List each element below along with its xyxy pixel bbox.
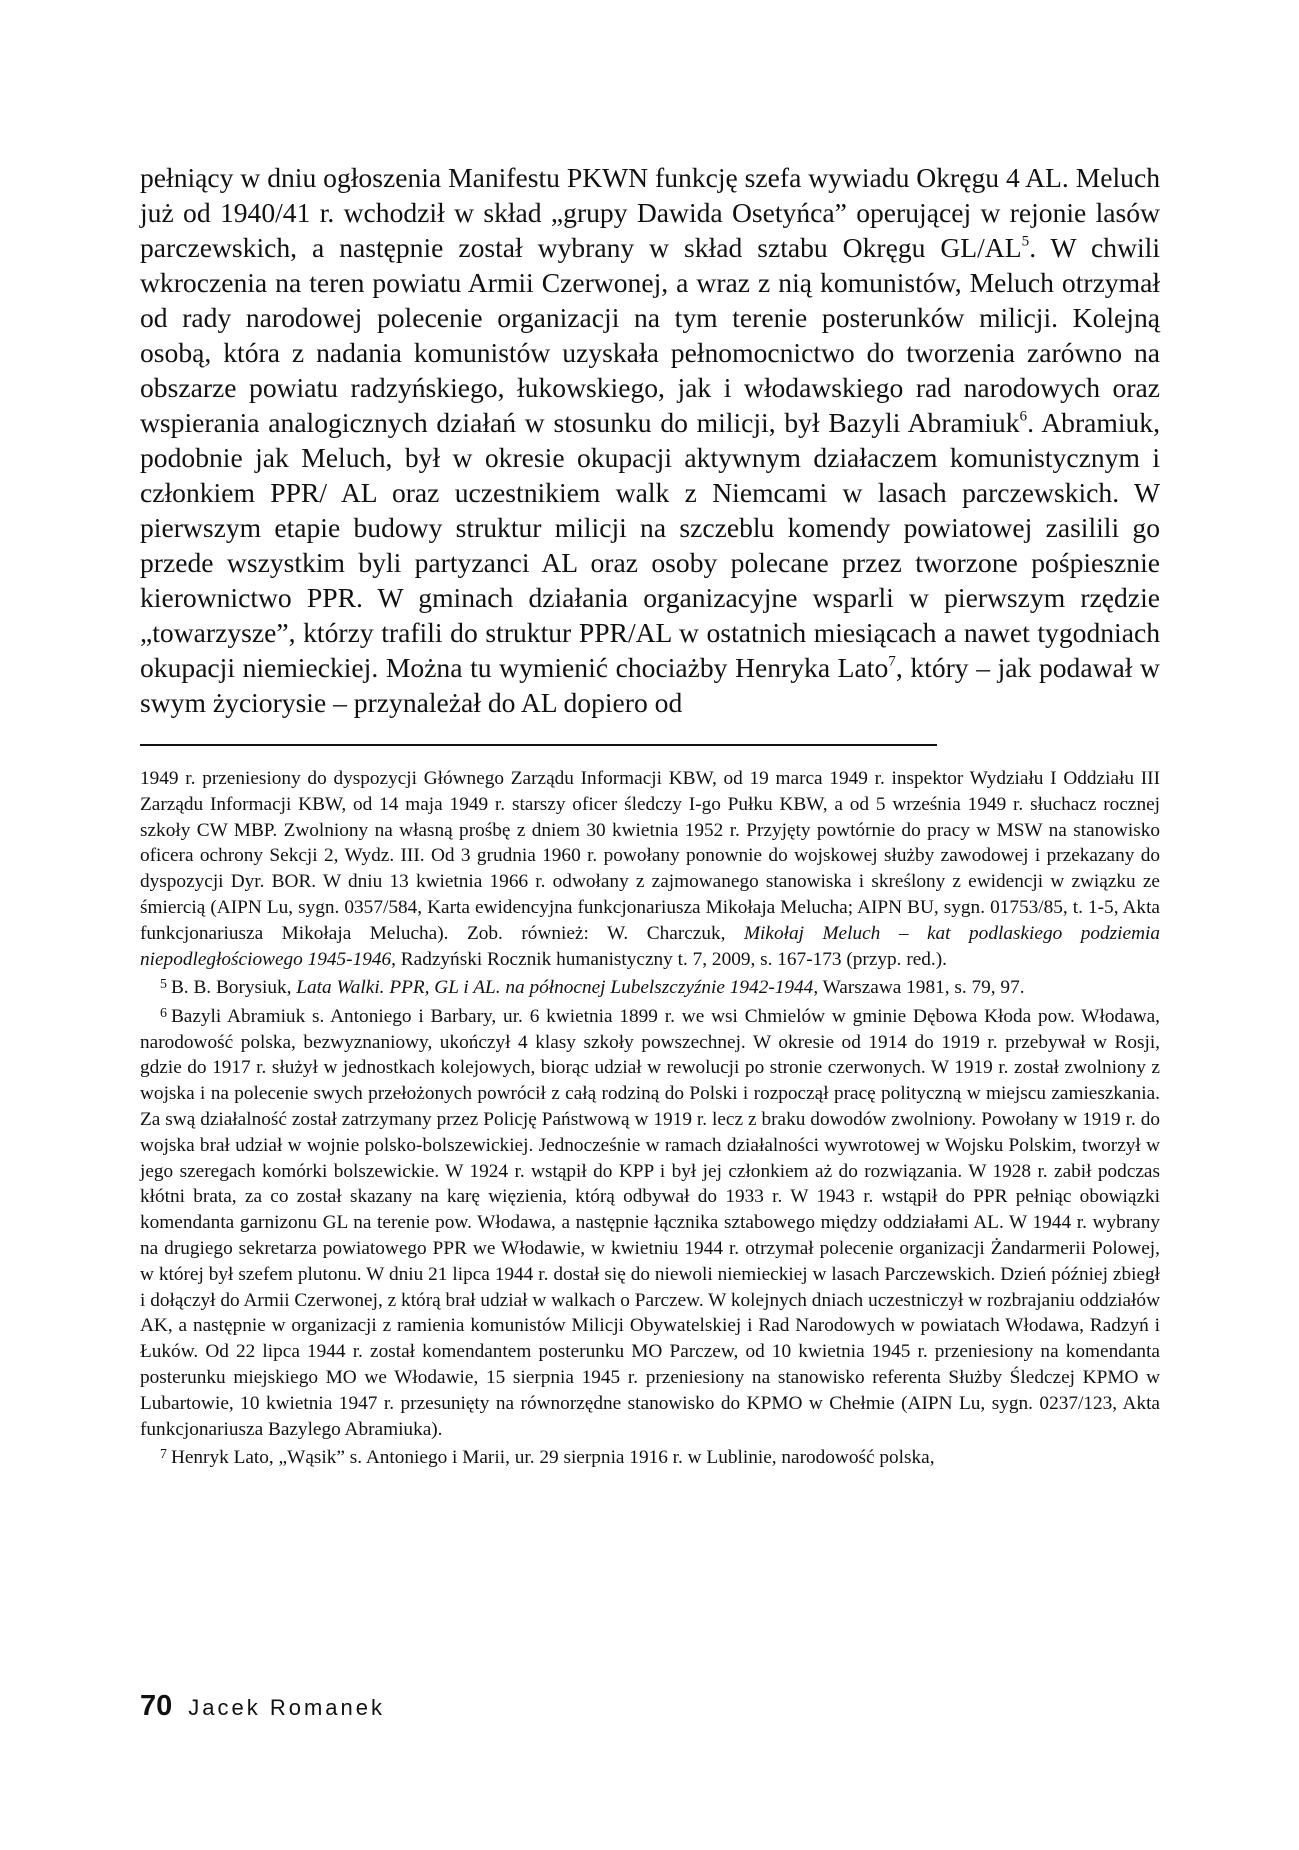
page-content	[140, 160, 1160, 1471]
footnote-5	[140, 972, 1160, 1001]
footnotes	[140, 766, 1160, 1471]
footnote-text: , Warszawa 1981, s. 79, 97.	[813, 977, 1025, 999]
footnote-7	[140, 1442, 1160, 1471]
paragraph	[140, 160, 1160, 720]
footnote-reference-7[interactable]: 7	[888, 652, 896, 670]
footnote-text: Bazyli Abramiuk s. Antoniego i Barbary, ur. 6 kwietnia 1899 r. we wsi Chmielów w gminie Dębowa Kłoda pow. Włodawa, narodowość polska, bezwyznaniowy, ukończył 4 klasy szkoły powszechnej. W okresie od 1914 do 1919 r. przebywał w Rosji, gdzie do 1917 r. służył w jednostkach kolejowych, biorąc udział w rewolucji po stronie czerwonych. W 1919 r. został zwolniony z wojska i na polecenie swych przełożonych powrócił z całą rodziną do Polski i rozpoczął pracę polityczną w miejscu zamieszkania. Za swą działalność został zatrzymany przez Policję Państwową w 1919 r. lecz z braku dowodów zwolniony. Powołany w 1919 r. do wojska brał udział w wojnie polsko-bolszewickiej. Jednocześnie w ramach działalności wywrotowej w Wojsku Polskim, tworzył w jego szeregach komórki bolszewickie. W 1924 r. wstąpił do KPP i był jej członkiem aż do rozwiązania. W 1928 r. zabił podczas kłótni brata, za co został skazany na karę więzienia, którą odbywał do 1933 r. W 1943 r. wstąpił do PPR pełniąc obowiązki komendanta garnizonu GL na terenie pow. Włodawa, a następnie łącznika sztabowego między oddziałami AL. W 1944 r. wybrany na drugiego sekretarza powiatowego PPR we Włodawie, w kwietniu 1944 r. otrzymał polecenie organizacji Żandarmerii Polowej, w której był szefem plutonu. W dniu 21 lipca 1944 r. dostał się do niewoli niemieckiej w lasach Parczewskich. Dzień później zbiegł i dołączył do Armii Czerwonej, z którą brał udział w walkach o Parczew. W kolejnych dniach uczestniczył w rozbrajaniu oddziałów AK, a następnie w organizacji z ramienia komunistów Milicji Obywatelskiej i Rad Narodowych w powiatach Włodawa, Radzyń i Łuków. Od 22 lipca 1944 r. został komendantem posterunku MO Parczew, od 10 kwietnia 1945 r. przeniesiony na komendanta posterunku miejskiego MO we Włodawie, 15 sierpnia 1945 r. przeniesiony na stanowisko referenta Służby Śledczej KPMO w Lubartowie, 10 kwietnia 1947 r. przesunięty na równorzędne stanowisko do KPMO w Chełmie (AIPN Lu, sygn. 0237/123, Akta funkcjonariusza Bazylego Abramiuka).	[140, 1005, 1160, 1440]
body-text-part: pełniący w dniu ogłoszenia Manifestu PKWN funkcję szefa wywiadu Okręgu 4 AL. Meluch już od 1940/41 r. wchodził w skład „grupy Dawida Osetyńca” operującej w rejonie lasów parczewskich, a następnie został wybrany w skład sztabu Okręgu GL/AL	[140, 162, 1160, 263]
body-text	[140, 160, 1160, 720]
footnote-number: 5	[160, 977, 167, 993]
footnote-number: 7	[160, 1447, 167, 1463]
footnote-title-italic: Lata Walki. PPR, GL i AL. na północnej Lubelszczyźnie 1942-1944	[296, 977, 814, 999]
footnote-separator	[140, 744, 937, 746]
running-author: Jacek Romanek	[188, 1695, 386, 1720]
body-text-part: . W chwili wkroczenia na teren powiatu Armii Czerwonej, a wraz z nią komunistów, Meluch otrzymał od rady narodowej polecenie organizacji na tym terenie posterunków milicji. Kolejną osobą, która z nadania komunistów uzyskała pełnomocnictwo do tworzenia zarówno na obszarze powiatu radzyńskiego, łukowskiego, jak i włodawskiego rad narodowych oraz wspierania analogicznych działań w stosunku do milicji, był Bazyli Abramiuk	[140, 232, 1160, 438]
footnote-reference-5[interactable]: 5	[1021, 232, 1030, 250]
footnote-6	[140, 1001, 1160, 1442]
footnote-title-italic: Mikołaj Meluch – kat podlaskiego podziemia niepodległościowego 1945-1946	[140, 922, 1161, 970]
footnote-text: , Radzyński Rocznik humanistyczny t. 7, 2009, s. 167-173 (przyp. red.).	[391, 948, 947, 970]
page-footer	[140, 1690, 385, 1723]
body-text-part: , który – jak podawał w swym życiorysie – przynależał do AL dopiero od	[140, 652, 1160, 718]
footnote-4-continued	[140, 766, 1160, 972]
footnote-text: B. B. Borysiuk,	[170, 977, 297, 999]
footnote-text: 1949 r. przeniesiony do dyspozycji Głównego Zarządu Informacji KBW, od 19 marca 1949 r. inspektor Wydziału I Oddziału III Zarządu Informacji KBW, od 14 maja 1949 r. starszy oficer śledczy I-go Pułku KBW, a od 5 września 1949 r. słuchacz rocznej szkoły CW MBP. Zwolniony na własną prośbę z dniem 30 kwietnia 1952 r. Przyjęty powtórnie do pracy w MSW na stanowisko oficera ochrony Sekcji 2, Wydz. III. Od 3 grudnia 1960 r. powołany ponownie do wojskowej służby zawodowej i przekazany do dyspozycji Dyr. BOR. W dniu 13 kwietnia 1966 r. odwołany z zajmowanego stanowiska i skreślony z ewidencji w związku ze śmiercią (AIPN Lu, sygn. 0357/584, Karta ewidencyjna funkcjonariusza Mikołaja Melucha; AIPN BU, sygn. 01753/85, t. 1-5, Akta funkcjonariusza Mikołaja Melucha). Zob. również: W. Charczuk,	[140, 768, 1160, 944]
footnote-number: 6	[160, 1006, 167, 1022]
page-number: 70	[140, 1690, 173, 1722]
body-text-part: . Abramiuk, podobnie jak Meluch, był w okresie okupacji aktywnym działaczem komunistycznym i członkiem PPR/ AL oraz uczestnikiem walk z Niemcami w lasach parczewskich. W pierwszym etapie budowy struktur milicji na szczeblu komendy powiatowej zasilili go przede wszystkim byli partyzanci AL oraz osoby polecane przez tworzone pośpiesznie kierownictwo PPR. W gminach działania organizacyjne wsparli w pierwszym rzędzie „towarzysze”, którzy trafili do struktur PPR/AL w ostatnich miesiącach a nawet tygodniach okupacji niemieckiej. Można tu wymienić chociażby Henryka Lato	[140, 407, 1160, 683]
footnote-text: Henryk Lato, „Wąsik” s. Antoniego i Marii, ur. 29 sierpnia 1916 r. w Lublinie, narodowość polska,	[170, 1447, 935, 1469]
footnote-reference-6[interactable]: 6	[1019, 407, 1028, 425]
